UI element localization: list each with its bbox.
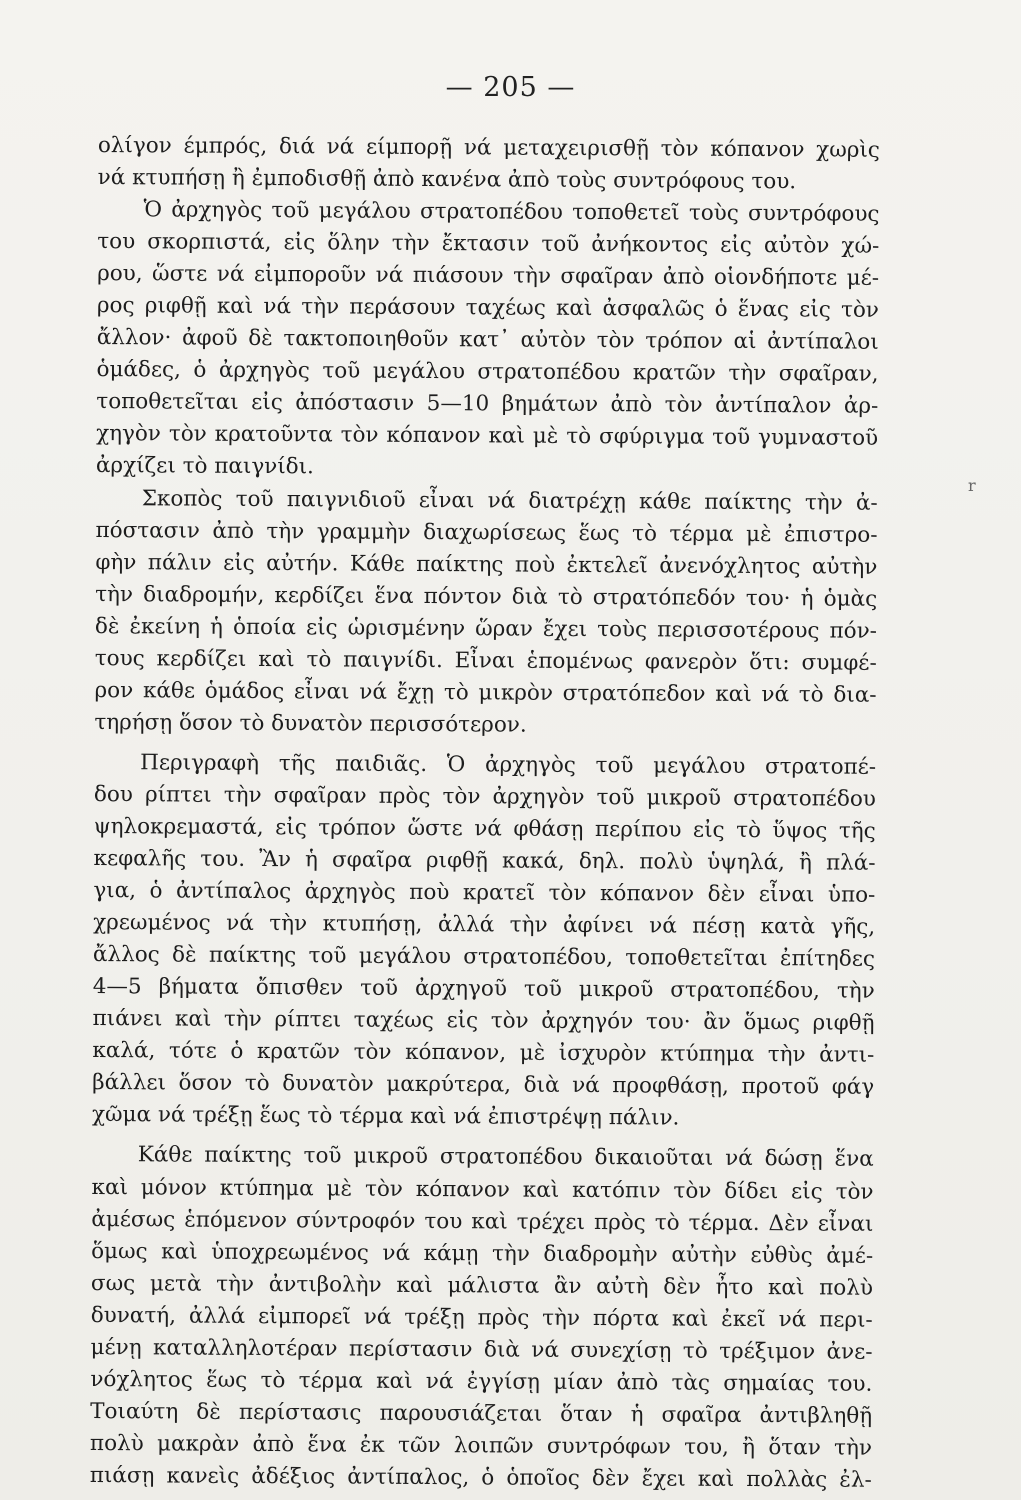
- text-line: πολὺ μακρὰν ἀπὸ ἕνα ἐκ τῶν λοιπῶν συντρόφων του, ἢ ὅταν τὴν: [89, 1430, 873, 1461]
- text-line: Ὁ ἀρχηγὸς τοῦ μεγάλου στρατοπέδου τοποθετεῖ τοὺς συντρόφους: [143, 197, 880, 227]
- page-number: — 205 —: [445, 72, 576, 103]
- text-line: τηρήσῃ ὅσον τὸ δυνατὸν περισσότερον.: [94, 709, 527, 738]
- text-line: ἄλλος δὲ παίκτης τοῦ μεγάλου στρατοπέδου, τοποθετεῖται ἐπίτηδες: [92, 942, 876, 972]
- text-line: για, ὁ ἀντίπαλος ἀρχηγὸς ποὺ κρατεῖ τὸν κόπανον δὲν εἶναι ὑπο-: [93, 878, 876, 908]
- text-line: βάλλει ὅσον τὸ δυνατὸν μακρύτερα, διὰ νά προφθάσῃ, προτοῦ φάγ: [92, 1070, 875, 1101]
- text-line: σως μετὰ τὴν ἀντιβολὴν καὶ μάλιστα ἂν αὐτὴ δὲν ἦτο καὶ πολὺ: [90, 1270, 874, 1301]
- text-line: Περιγραφὴ τῆς παιδιᾶς. Ὁ ἀρχηγὸς τοῦ μεγάλου στρατοπέ-: [140, 750, 877, 780]
- text-line: ὁμάδες, ὁ ἀρχηγὸς τοῦ μεγάλου στρατοπέδου κρατῶν τὴν σφαῖραν,: [96, 357, 879, 388]
- text-line: νά κτυπήσῃ ἢ ἐμποδισθῇ ἀπὸ κανένα ἀπὸ τοὺς συντρόφους του.: [97, 165, 797, 195]
- text-line: Σκοπὸς τοῦ παιγνιδιοῦ εἶναι νά διατρέχῃ κάθε παίκτης τὴν ἀ-: [141, 485, 878, 516]
- text-line: φὴν πάλιν εἰς αὐτήν. Κάθε παίκτης ποὺ ἐκτελεῖ ἀνενόχλητος αὐτὴν: [95, 549, 878, 580]
- text-line: πιάνει καὶ τὴν ρίπτει ταχέως εἰς τὸν ἀρχηγόν του· ἂν ὅμως ριφθῇ: [92, 1006, 875, 1037]
- text-line: δὲ ἐκείνη ἡ ὁποία εἰς ὡρισμένην ὥραν ἔχει τοὺς περισσοτέρους πόν-: [94, 613, 878, 644]
- text-line: ψηλοκρεμαστά, εἰς τρόπον ὥστε νά φθάσῃ περίπου εἰς τὸ ὕψος τῆς: [93, 813, 876, 844]
- text-line: τους κερδίζει καὶ τὸ παιγνίδι. Εἶναι ἑπομένως φανερὸν ὅτι: συμφέ-: [94, 645, 877, 676]
- text-line: ἀρχίζει τὸ παιγνίδι.: [95, 453, 315, 480]
- text-line: πόστασιν ἀπὸ τὴν γραμμὴν διαχωρίσεως ἕως τὸ τέρμα μὲ ἐπιστρο-: [95, 517, 878, 548]
- text-line: ὅμως καὶ ὑποχρεωμένος νά κάμῃ τὴν διαδρομὴν αὐτὴν εὐθὺς ἀμέ-: [91, 1238, 874, 1269]
- text-line: τοποθετεῖται εἰς ἀπόστασιν 5—10 βημάτων ἀπὸ τὸν ἀντίπαλον ἀρ-: [96, 389, 879, 420]
- text-line: τὴν διαδρομήν, κερδίζει ἕνα πόντον διὰ τὸ στρατόπεδόν του· ἡ ὁμὰς: [95, 581, 878, 612]
- text-line: καλά, τότε ὁ κρατῶν τὸν κόπανον, μὲ ἰσχυρὸν κτύπημα τὴν ἀντι-: [92, 1038, 875, 1069]
- text-line: χρεωμένος νά τὴν κτυπήσῃ, ἀλλά τὴν ἀφίνει νά πέσῃ κατὰ γῆς,: [93, 910, 876, 940]
- text-line: νόχλητος ἕως τὸ τέρμα καὶ νά ἐγγίσῃ μίαν ἀπὸ τὰς σημαίας του.: [90, 1366, 873, 1397]
- text-line: δου ρίπτει τὴν σφαῖραν πρὸς τὸν ἀρχηγὸν τοῦ μικροῦ στρατοπέδου: [93, 781, 877, 812]
- text-line: ρον κάθε ὁμάδος εἶναι νά ἔχῃ τὸ μικρὸν στρατόπεδον καὶ νά τὸ δια-: [94, 677, 877, 708]
- text-line: 4—5 βήματα ὄπισθεν τοῦ ἀρχηγοῦ τοῦ μικροῦ στρατοπέδου, τὴν: [92, 974, 875, 1004]
- text-line: Κάθε παίκτης τοῦ μικροῦ στρατοπέδου δικαιοῦται νά δώσῃ ἕνα: [137, 1142, 874, 1173]
- text-line: πιάσῃ κανεὶς ἀδέξιος ἀντίπαλος, ὁ ὁποῖος δὲν ἔχει καὶ πολλὰς ἐλ-: [89, 1462, 872, 1493]
- body-text: [90, 130, 880, 1497]
- text-line: χῶμα νά τρέξῃ ἕως τὸ τέρμα καὶ νά ἐπιστρέψῃ πάλιν.: [91, 1102, 680, 1131]
- text-line: χηγὸν τὸν κρατοῦντα τὸν κόπανον καὶ μὲ τὸ σφύριγμα τοῦ γυμναστοῦ: [96, 421, 879, 452]
- text-line: ρου, ὥστε νά εἰμποροῦν νά πιάσουν τὴν σφαῖραν ἀπὸ οἱονδήποτε μέ-: [97, 261, 880, 291]
- text-line: ρος ριφθῇ καὶ νά τὴν περάσουν ταχέως καὶ ἀσφαλῶς ὁ ἕνας εἰς τὸν: [96, 293, 879, 324]
- text-line: κεφαλῆς του. Ἂν ἡ σφαῖρα ριφθῇ κακά, δηλ. πολὺ ὑψηλά, ἢ πλά-: [93, 846, 876, 876]
- text-line: ολίγον έμπρός, διά νά είμπορῇ νά μεταχειρισθῇ τὸν κόπανον χωρὶς: [97, 132, 880, 163]
- text-line: του σκορπιστά, εἰς ὅλην τὴν ἔκτασιν τοῦ ἀνήκοντος εἰς αὐτὸν χώ-: [97, 229, 880, 259]
- text-line: ἄλλον· ἀφοῦ δὲ τακτοποιηθοῦν κατ᾽ αὐτὸν τὸν τρόπον αἱ ἀντίπαλοι: [96, 325, 879, 356]
- text-line: ἀμέσως ἑπόμενον σύντροφόν του καὶ τρέχει πρὸς τὸ τέρμα. Δὲν εἶναι: [91, 1206, 874, 1237]
- margin-mark: r: [968, 476, 976, 495]
- text-line: Τοιαύτη δὲ περίστασις παρουσιάζεται ὅταν ἡ σφαῖρα ἀντιβληθῇ: [90, 1398, 873, 1429]
- text-line: δυνατή, ἀλλά εἰμπορεῖ νά τρέξῃ πρὸς τὴν πόρτα καὶ ἐκεῖ νά περι-: [90, 1302, 873, 1333]
- text-line: μένῃ καταλληλοτέραν περίστασιν διὰ νά συνεχίσῃ τὸ τρέξιμον ἀνε-: [90, 1334, 873, 1365]
- text-line: καὶ μόνον κτύπημα μὲ τὸν κόπανον καὶ κατόπιν τὸν δίδει εἰς τὸν: [91, 1174, 874, 1205]
